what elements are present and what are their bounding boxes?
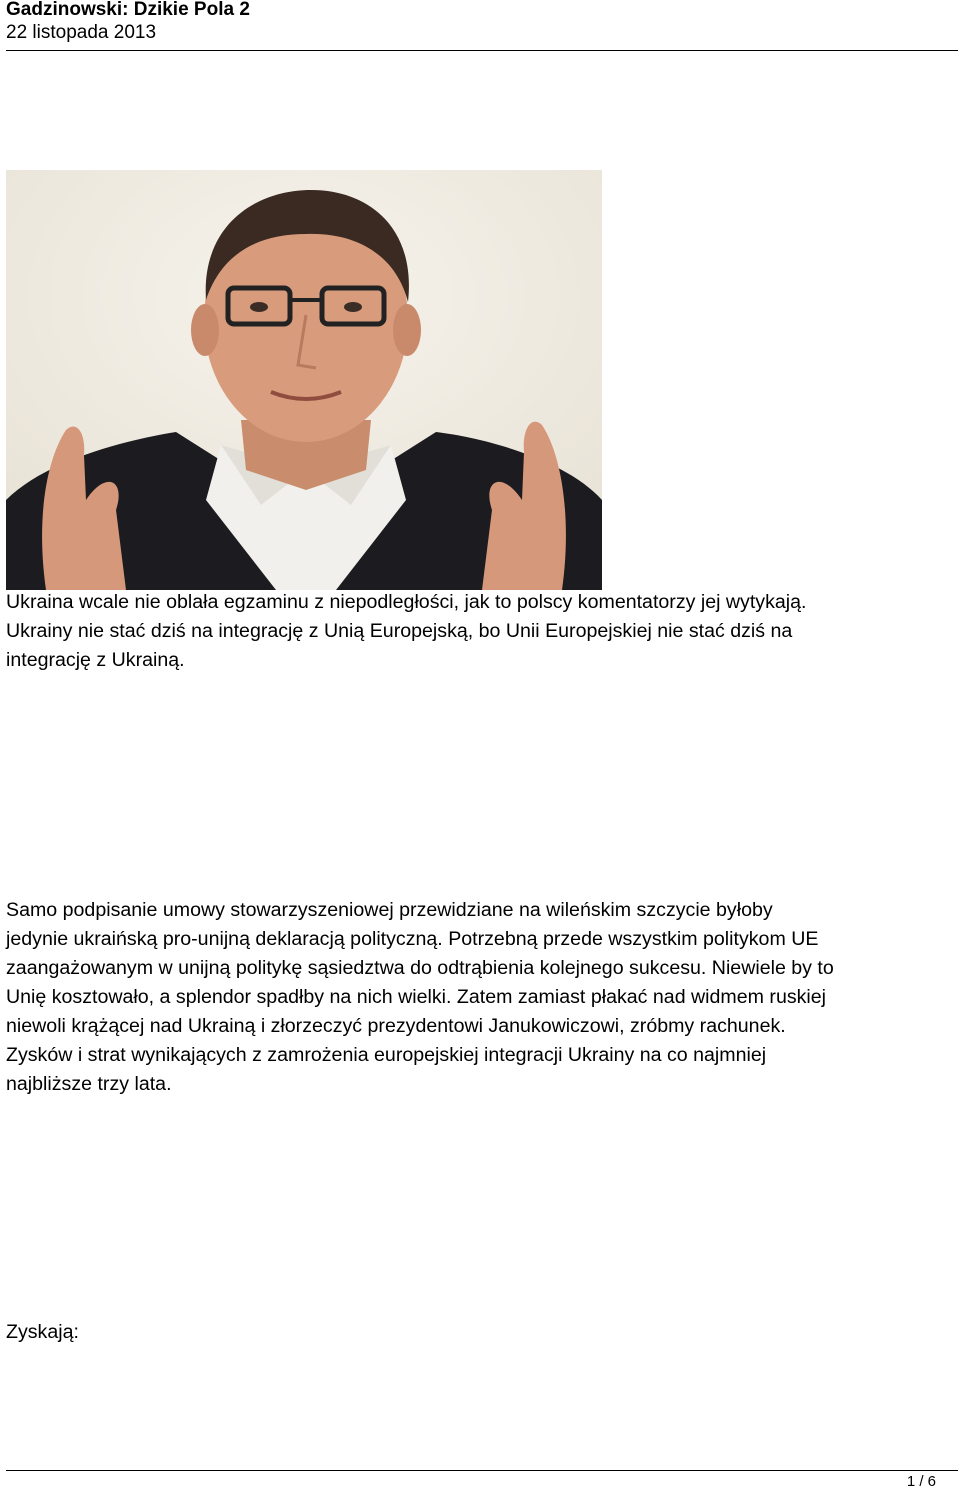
intro-line: Ukraina wcale nie oblała egzaminu z niepodległości, jak to polscy komentatorzy jej wytykają. (6, 591, 807, 613)
article-title: Gadzinowski: Dzikie Pola 2 (6, 0, 250, 20)
body-paragraph (6, 896, 834, 1099)
intro-line: Ukrainy nie stać dziś na integrację z Unią Europejską, bo Unii Europejskiej nie stać dziś na (6, 620, 793, 642)
body-line: Unię kosztowało, a splendor spadłby na nich wielki. Zatem zamiast płakać nad widmem ruskiej (6, 986, 827, 1008)
body-line: jedynie ukraińską pro-unijną deklaracją polityczną. Potrzebną przede wszystkim politykom UE (6, 928, 819, 950)
body-line: niewoli krążącej nad Ukrainą i złorzeczyć prezydentowi Janukowiczowi, zróbmy rachunek. (6, 1015, 786, 1037)
page-footer (6, 1470, 958, 1490)
author-photo (6, 170, 602, 590)
body-line: Zysków i strat wynikających z zamrożenia europejskiej integracji Ukrainy na co najmniej (6, 1044, 767, 1066)
subheading: Zyskają: (6, 1321, 79, 1343)
body-line: zaangażowanym w unijną politykę sąsiedztwa do odtrąbienia kolejnego sukcesu. Niewiele by to (6, 957, 834, 979)
body-line: Samo podpisanie umowy stowarzyszeniowej przewidziane na wileńskim szczycie byłoby (6, 899, 773, 921)
page-number: 1 / 6 (906, 1473, 936, 1490)
intro-paragraph (6, 588, 806, 675)
body-line: najbliższe trzy lata. (6, 1073, 172, 1095)
article-date: 22 listopada 2013 (6, 22, 157, 43)
page-header (6, 0, 958, 51)
intro-line: integrację z Ukrainą. (6, 649, 185, 671)
